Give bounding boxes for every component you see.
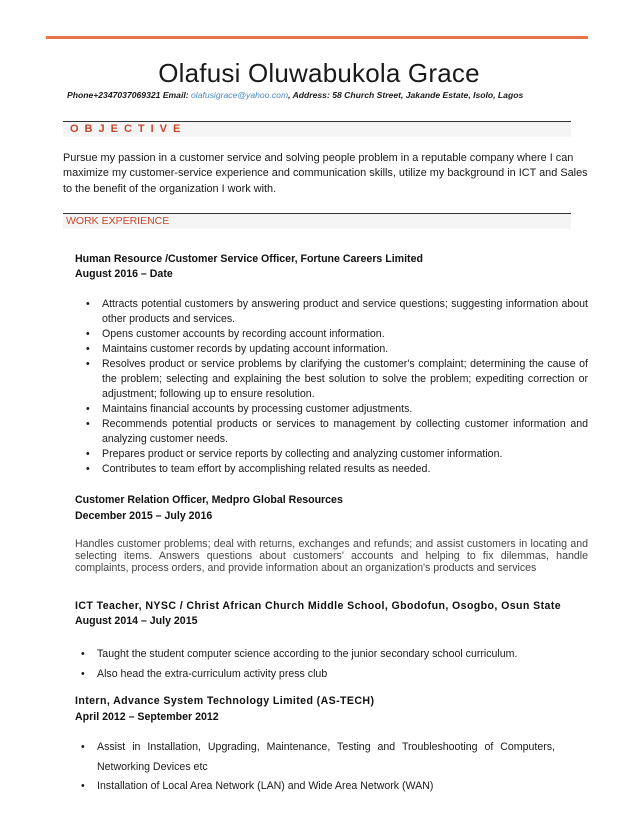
list-item: • Taught the student computer science according to the junior secondary school curriculum. bbox=[75, 644, 588, 664]
list-item: • Also head the extra-curriculum activity press club bbox=[75, 664, 588, 684]
bullet-icon: • bbox=[86, 463, 90, 475]
job-dates: April 2012 – September 2012 bbox=[75, 711, 219, 723]
list-item: • Resolves product or service problems by clarifying the customer's complaint; determining the cause of the problem; selecting and explaining the best solution to solve the problem; expediting correction or adjustment; following up to ensure resolution. bbox=[86, 358, 588, 400]
job-title: Intern, Advance System Technology Limited (AS-TECH) bbox=[75, 695, 375, 707]
bullet-icon: • bbox=[81, 741, 85, 753]
address-text: , Address: 58 Church Street, Jakande Estate, Isolo, Lagos bbox=[288, 90, 524, 100]
list-item: • Maintains customer records by updating account information. bbox=[86, 343, 389, 355]
list-item: • Assist in Installation, Upgrading, Maintenance, Testing and Troubleshooting of Computers, Networking Devices etc bbox=[75, 738, 555, 777]
job-title: Customer Relation Officer, Medpro Global Resources bbox=[75, 494, 343, 506]
bullet-icon: • bbox=[86, 328, 90, 340]
bullet-icon: • bbox=[81, 780, 85, 792]
job-title: ICT Teacher, NYSC / Christ African Church Middle School, Gbodofun, Osogbo, Osun State bbox=[75, 600, 562, 612]
bullet-icon: • bbox=[86, 448, 90, 460]
objective-heading: OBJECTIVE bbox=[70, 123, 187, 135]
work-experience-heading-bar bbox=[63, 213, 571, 229]
job-dates: August 2014 – July 2015 bbox=[75, 615, 198, 627]
job-duties-list bbox=[75, 644, 588, 684]
list-item: • Recommends potential products or services to management by collecting customer information and analyzing customer needs. bbox=[86, 418, 588, 445]
list-item: • Contributes to team effort by accomplishing related results as needed. bbox=[86, 463, 431, 475]
job-duties-list bbox=[80, 297, 588, 477]
list-item: • Maintains financial accounts by processing customer adjustments. bbox=[86, 403, 413, 415]
work-experience-heading: WORK EXPERIENCE bbox=[66, 215, 170, 227]
contact-line bbox=[67, 90, 523, 100]
bullet-icon: • bbox=[86, 418, 90, 430]
job-dates: August 2016 – Date bbox=[75, 268, 173, 280]
top-accent-rule bbox=[46, 36, 588, 39]
email-label: Email: bbox=[162, 90, 189, 100]
objective-heading-bar bbox=[63, 121, 571, 137]
job-title: Human Resource /Customer Service Officer, Fortune Careers Limited bbox=[75, 253, 423, 265]
list-item: • Opens customer accounts by recording account information. bbox=[86, 328, 385, 340]
candidate-name: Olafusi Oluwabukola Grace bbox=[158, 58, 480, 88]
objective-text: Pursue my passion in a customer service and solving people problem in a reputable company where I can maximize my customer-service experience and communication skills, utilize my background in ICT and Sales to the benefit of the organization I work with. bbox=[63, 152, 588, 195]
job-description: Handles customer problems; deal with returns, exchanges and refunds; and assist customers in locating and selecting items. Answers questions about customers' accounts and helping to fix dilemmas, handle complaints, process orders, and provide information about an organization's products and services bbox=[75, 538, 588, 574]
list-item: • Prepares product or service reports by collecting and analyzing customer information. bbox=[86, 448, 503, 460]
bullet-icon: • bbox=[81, 668, 85, 680]
job-dates: December 2015 – July 2016 bbox=[75, 510, 213, 522]
list-item: • Attracts potential customers by answering product and service questions; suggesting information about other products and services. bbox=[86, 298, 588, 325]
phone-text: Phone+2347037069321 bbox=[67, 90, 161, 100]
bullet-icon: • bbox=[86, 343, 90, 355]
bullet-icon: • bbox=[86, 298, 90, 310]
bullet-icon: • bbox=[86, 358, 90, 370]
list-item: • Installation of Local Area Network (LAN) and Wide Area Network (WAN) bbox=[75, 777, 555, 797]
email-link[interactable]: olafusigrace@yahoo.com bbox=[191, 90, 289, 100]
bullet-icon: • bbox=[86, 403, 90, 415]
bullet-icon: • bbox=[81, 648, 85, 660]
job-duties-list bbox=[75, 738, 555, 797]
